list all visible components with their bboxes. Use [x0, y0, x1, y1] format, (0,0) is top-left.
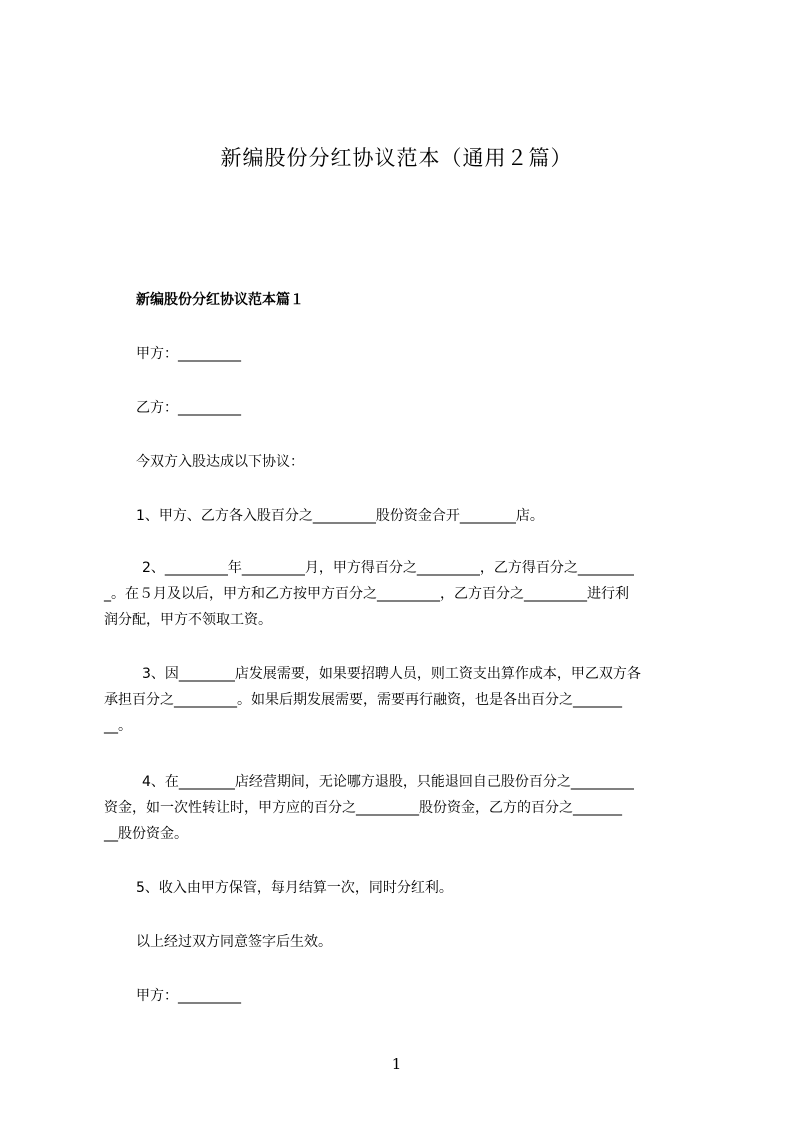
clause-1: 1、甲方、乙方各入股百分之_________股份资金合开________店。: [136, 508, 544, 524]
party-a-line: 甲方：_________: [136, 346, 241, 362]
clause-3-line-1: 3、因________店发展需要，如果要招聘人员，则工资支出算作成本，甲乙双方各: [142, 666, 641, 682]
party-b-line: 乙方：_________: [136, 400, 241, 416]
clause-3-line-3: __。: [104, 718, 132, 734]
clause-4-line-3: __股份资金。: [104, 826, 188, 842]
clause-2-line-1: 2、_________年_________月，甲方得百分之_________，乙方得百分之________: [142, 560, 634, 576]
document-title: 新编股份分红协议范本（通用２篇）: [220, 146, 573, 170]
signature-party-a: 甲方：_________: [136, 988, 241, 1004]
page-number: 1: [391, 1055, 402, 1073]
clause-3-line-2: 承担百分之_________。如果后期发展需要，需要再行融资，也是各出百分之_______: [104, 692, 622, 708]
clause-4-line-2: 资金，如一次性转让时，甲方应的百分之_________股份资金，乙方的百分之_______: [104, 800, 622, 816]
clause-4-line-1: 4、在________店经营期间，无论哪方退股，只能退回自己股份百分之_________: [142, 774, 634, 790]
closing-statement: 以上经过双方同意签字后生效。: [136, 934, 332, 950]
clause-5: 5、收入由甲方保管，每月结算一次，同时分红利。: [136, 880, 453, 896]
agreement-intro: 今双方入股达成以下协议：: [136, 454, 304, 470]
clause-2-line-3: 润分配，甲方不领取工资。: [104, 612, 272, 628]
clause-2-line-2: _。在５月及以后，甲方和乙方按甲方百分之_________，乙方百分之_________进行利: [104, 586, 629, 602]
section-heading: 新编股份分红协议范本篇１: [136, 292, 304, 308]
